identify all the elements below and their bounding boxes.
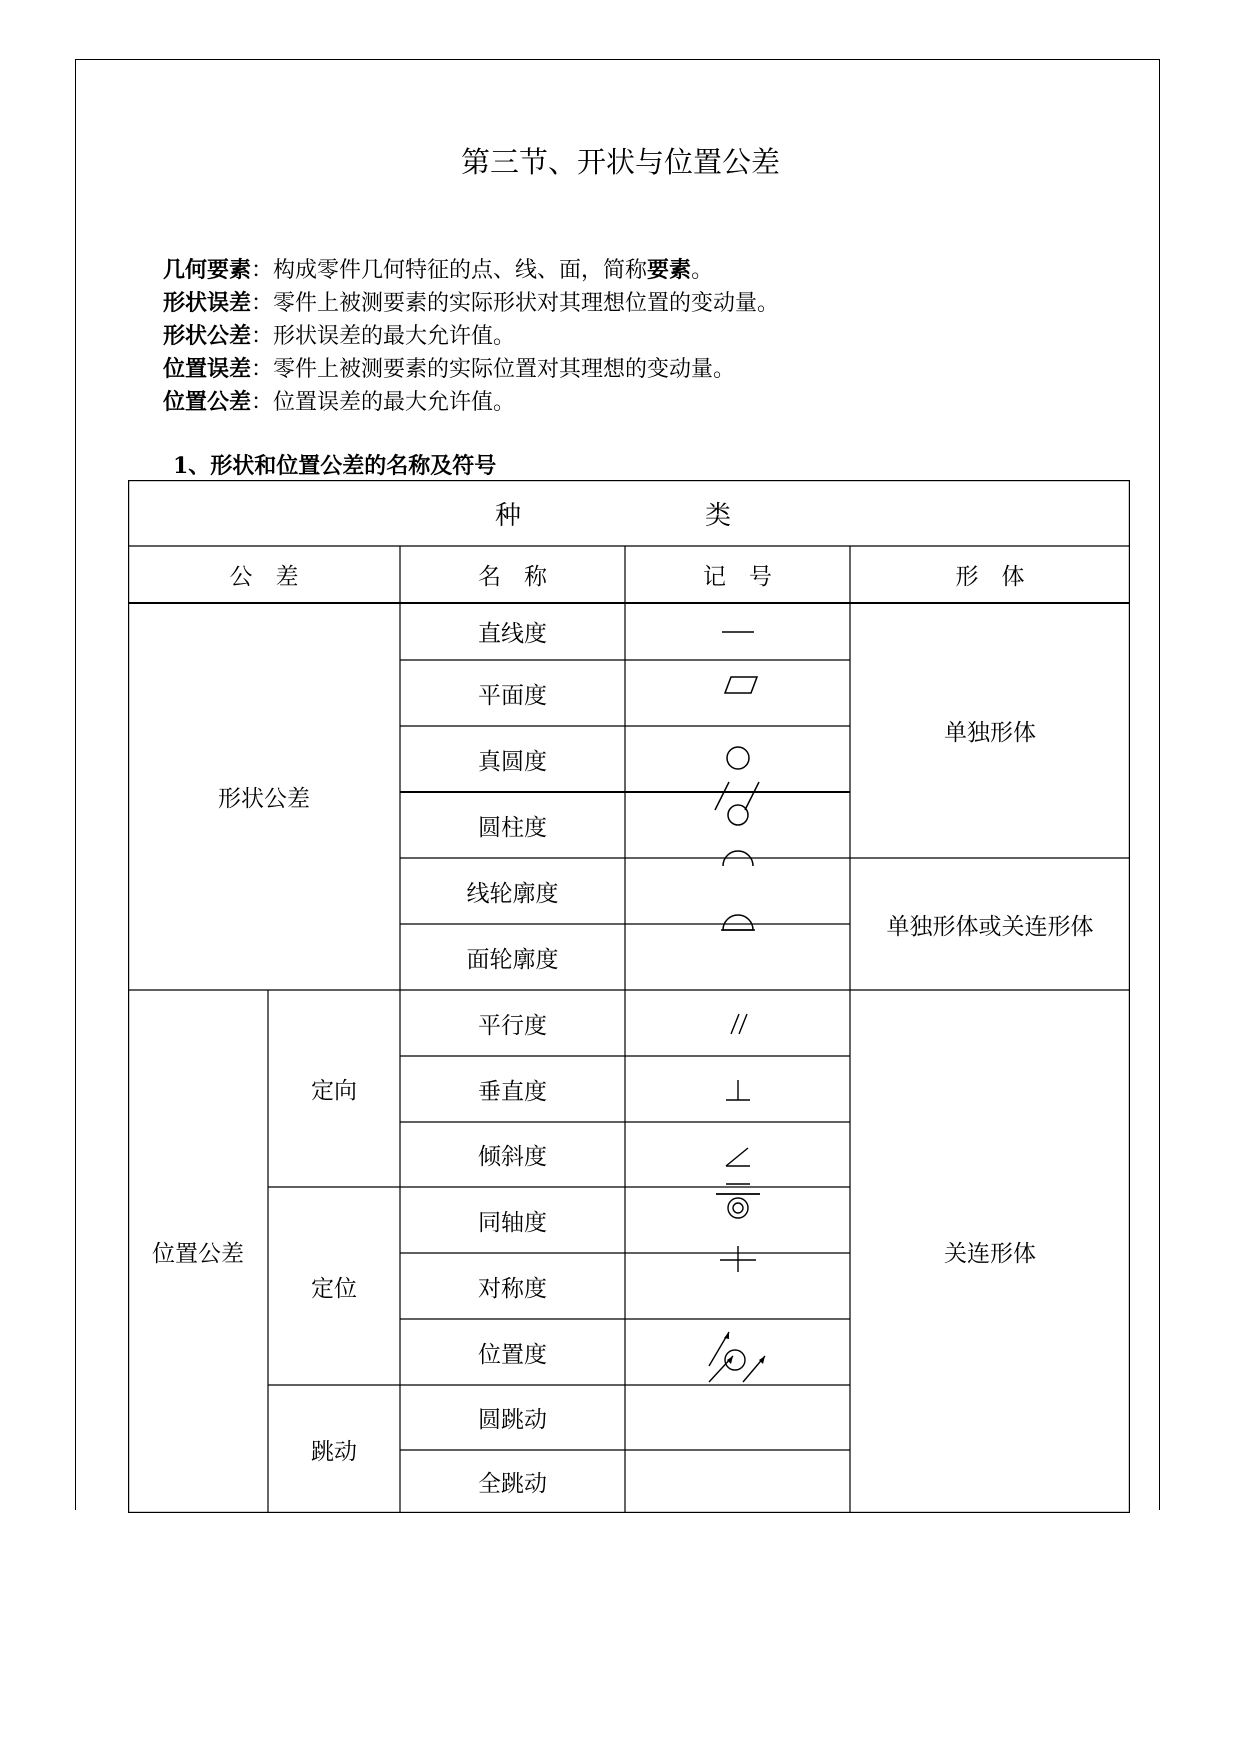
definition-tail: 。	[691, 258, 714, 283]
line-profile-icon	[713, 842, 763, 876]
name-total-runout: 全跳动	[478, 1471, 547, 1497]
form-related: 关连形体	[944, 1241, 1036, 1267]
definition-emphasis: 要素	[647, 257, 692, 283]
name-concentricity: 同轴度	[478, 1209, 547, 1236]
name-angularity: 倾斜度	[478, 1144, 547, 1170]
definition-sep: ：	[251, 291, 274, 316]
group-location: 定位	[311, 1275, 357, 1302]
table-title-left: 种	[494, 500, 521, 531]
group-shape-tolerance: 形状公差	[218, 786, 310, 812]
angularity-icon	[718, 1142, 758, 1170]
cylindricity-icon	[705, 780, 771, 830]
definition-position-tolerance	[163, 386, 779, 419]
definition-text: 位置误差的最大允许值。	[273, 390, 516, 415]
definitions-list	[163, 254, 779, 419]
name-perpendicularity: 垂直度	[478, 1078, 547, 1105]
group-orientation: 定向	[311, 1078, 357, 1104]
group-runout: 跳动	[311, 1438, 357, 1465]
section-heading: 1、形状和位置公差的名称及符号	[173, 453, 497, 479]
form-single: 单独形体	[944, 720, 1036, 746]
name-parallelism: 平行度	[478, 1012, 547, 1039]
header-form: 形 体	[955, 564, 1025, 590]
definition-term: 位置误差	[163, 356, 252, 382]
page-title: 第三节、开状与位置公差	[460, 145, 780, 179]
definition-term: 形状误差	[163, 290, 252, 316]
straightness-icon	[708, 620, 768, 644]
name-position: 位置度	[478, 1341, 547, 1368]
tolerance-table	[128, 480, 1130, 1513]
name-cylindricity: 圆柱度	[478, 814, 547, 841]
position-icon	[703, 1308, 783, 1384]
definition-sep: ：	[251, 390, 274, 415]
circularity-icon	[718, 743, 758, 773]
header-name: 名 称	[478, 564, 547, 590]
definition-shape-error	[163, 287, 779, 320]
definition-text: 零件上被测要素的实际形状对其理想位置的变动量。	[273, 291, 780, 316]
definition-term: 位置公差	[163, 389, 252, 415]
definition-sep: ：	[251, 324, 274, 349]
name-surface-profile: 面轮廓度	[466, 946, 559, 973]
definition-text: 构成零件几何特征的点、线、面，简称	[273, 258, 648, 283]
header-tolerance: 公 差	[229, 564, 299, 590]
perpendicularity-icon	[718, 1076, 758, 1104]
definition-term: 几何要素	[163, 257, 252, 283]
total-runout-icon	[718, 1465, 758, 1495]
name-straightness: 直线度	[478, 621, 547, 647]
surface-profile-icon	[713, 906, 763, 940]
definition-position-error	[163, 353, 779, 386]
symmetry-icon	[710, 1244, 766, 1274]
name-flatness: 平面度	[478, 682, 547, 709]
definition-text: 形状误差的最大允许值。	[273, 324, 516, 349]
circular-runout-icon	[718, 1400, 758, 1430]
name-line-profile: 线轮廓度	[466, 880, 559, 907]
name-symmetry: 对称度	[478, 1275, 547, 1302]
header-symbol: 记 号	[703, 564, 772, 590]
definition-shape-tolerance	[163, 320, 779, 353]
name-circular-runout: 圆跳动	[478, 1407, 547, 1433]
definition-sep: ：	[251, 258, 274, 283]
group-position-tolerance: 位置公差	[152, 1241, 244, 1267]
name-circularity: 真圆度	[478, 748, 547, 775]
definition-geometric-element	[163, 254, 779, 287]
flatness-icon	[713, 672, 763, 698]
definition-term: 形状公差	[163, 323, 252, 349]
concentricity-icon	[710, 1180, 766, 1224]
parallelism-icon	[718, 1010, 758, 1038]
definition-text: 零件上被测要素的实际位置对其理想的变动量。	[273, 357, 736, 382]
definition-sep: ：	[251, 357, 274, 382]
form-single-or-related: 单独形体或关连形体	[886, 913, 1094, 940]
table-title-right: 类	[704, 500, 731, 531]
